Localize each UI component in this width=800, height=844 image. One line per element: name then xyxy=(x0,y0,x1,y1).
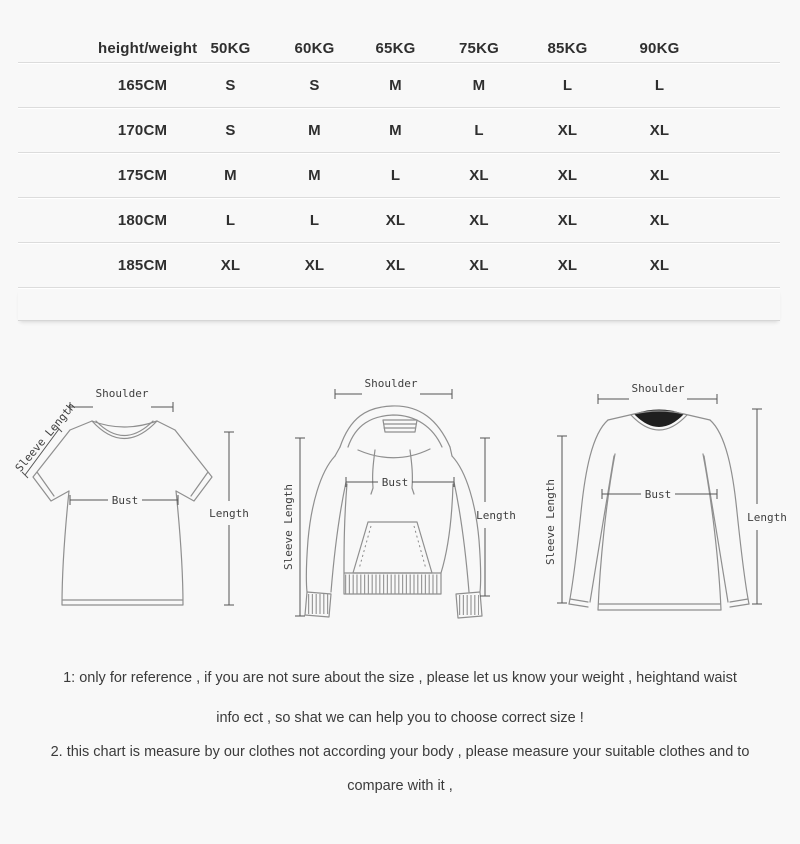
hoodie-measurement-diagram xyxy=(280,370,535,637)
size-cell: XL xyxy=(304,256,325,274)
size-cell: L xyxy=(562,76,573,94)
size-cell: XL xyxy=(557,166,578,184)
tshirt-sketch xyxy=(15,355,275,635)
table-row-165cm xyxy=(18,63,780,108)
shoulder-label: Shoulder xyxy=(364,377,418,390)
length-label: Length xyxy=(476,509,516,522)
row-header: 175CM xyxy=(117,166,168,184)
table-header-row xyxy=(18,34,780,63)
size-cell: L xyxy=(309,211,320,229)
column-header-65kg: 65KG xyxy=(375,39,416,57)
size-cell: L xyxy=(390,166,401,184)
table-row-180cm xyxy=(18,198,780,243)
sleeve-length-label: Sleeve Length xyxy=(282,483,295,571)
length-label: Length xyxy=(209,507,249,520)
bust-label: Bust xyxy=(111,494,139,507)
size-cell: M xyxy=(308,166,321,184)
column-header-90kg: 90KG xyxy=(639,39,680,57)
size-cell: XL xyxy=(649,166,670,184)
shoulder-label: Shoulder xyxy=(95,387,149,400)
size-cell: M xyxy=(224,166,237,184)
row-header: 165CM xyxy=(117,76,168,94)
bust-label: Bust xyxy=(381,476,409,489)
size-cell: M xyxy=(389,121,402,139)
longsleeve-measurement-diagram xyxy=(540,372,800,631)
size-cell: L xyxy=(474,121,484,139)
size-cell: XL xyxy=(649,121,670,139)
size-cell: XL xyxy=(220,256,241,274)
length-label: Length xyxy=(747,511,787,524)
size-cell: S xyxy=(309,76,320,94)
table-row-175cm xyxy=(18,153,780,198)
column-header-50kg: 50KG xyxy=(210,39,251,57)
size-cell: M xyxy=(308,121,321,139)
size-cell: M xyxy=(472,76,486,94)
note-2-line-1: 2. this chart is measure by our clothes not according your body , please measure your suitable clothes and to xyxy=(50,744,750,760)
longsleeve-sketch xyxy=(540,372,800,626)
column-header-75kg: 75KG xyxy=(459,39,499,57)
size-cell: S xyxy=(225,76,236,94)
size-cell: S xyxy=(225,121,236,139)
hoodie-sketch xyxy=(280,370,535,632)
tshirt-measurement-diagram xyxy=(15,355,275,640)
size-cell: XL xyxy=(649,256,670,274)
note-1-line-1: 1: only for reference , if you are not sure about the size , please let us know your weight , heightand waist xyxy=(63,670,737,686)
size-cell: XL xyxy=(557,211,578,229)
sleeve-length-label: Sleeve Length xyxy=(544,478,557,566)
sleeve-length-label: Sleeve Length xyxy=(15,400,79,475)
size-cell: XL xyxy=(385,256,406,274)
size-notes xyxy=(0,664,800,796)
size-cell: XL xyxy=(469,211,489,229)
table-row-185cm xyxy=(18,243,780,288)
size-cell: L xyxy=(654,76,665,94)
size-table xyxy=(18,34,780,321)
size-cell: L xyxy=(225,211,236,229)
table-bottom-divider xyxy=(18,288,780,321)
note-1-line-2: info ect , so shat we can help you to choose correct size ! xyxy=(216,710,584,726)
shoulder-label: Shoulder xyxy=(631,382,685,395)
table-row-170cm xyxy=(18,108,780,153)
size-cell: M xyxy=(389,76,402,94)
size-cell: XL xyxy=(557,256,578,274)
note-2-line-2: compare with it , xyxy=(347,778,453,794)
row-header: 170CM xyxy=(117,121,168,139)
row-header: 180CM xyxy=(117,211,168,229)
row-header: 185CM xyxy=(117,256,168,274)
bust-label: Bust xyxy=(644,488,672,501)
size-cell: XL xyxy=(649,211,670,229)
size-cell: XL xyxy=(469,166,489,184)
column-header-85kg: 85KG xyxy=(547,39,588,57)
column-header-height-weight: height/weight xyxy=(98,39,198,57)
size-cell: XL xyxy=(469,256,489,274)
size-cell: XL xyxy=(385,211,406,229)
size-cell: XL xyxy=(557,121,578,139)
column-header-60kg: 60KG xyxy=(294,39,335,57)
